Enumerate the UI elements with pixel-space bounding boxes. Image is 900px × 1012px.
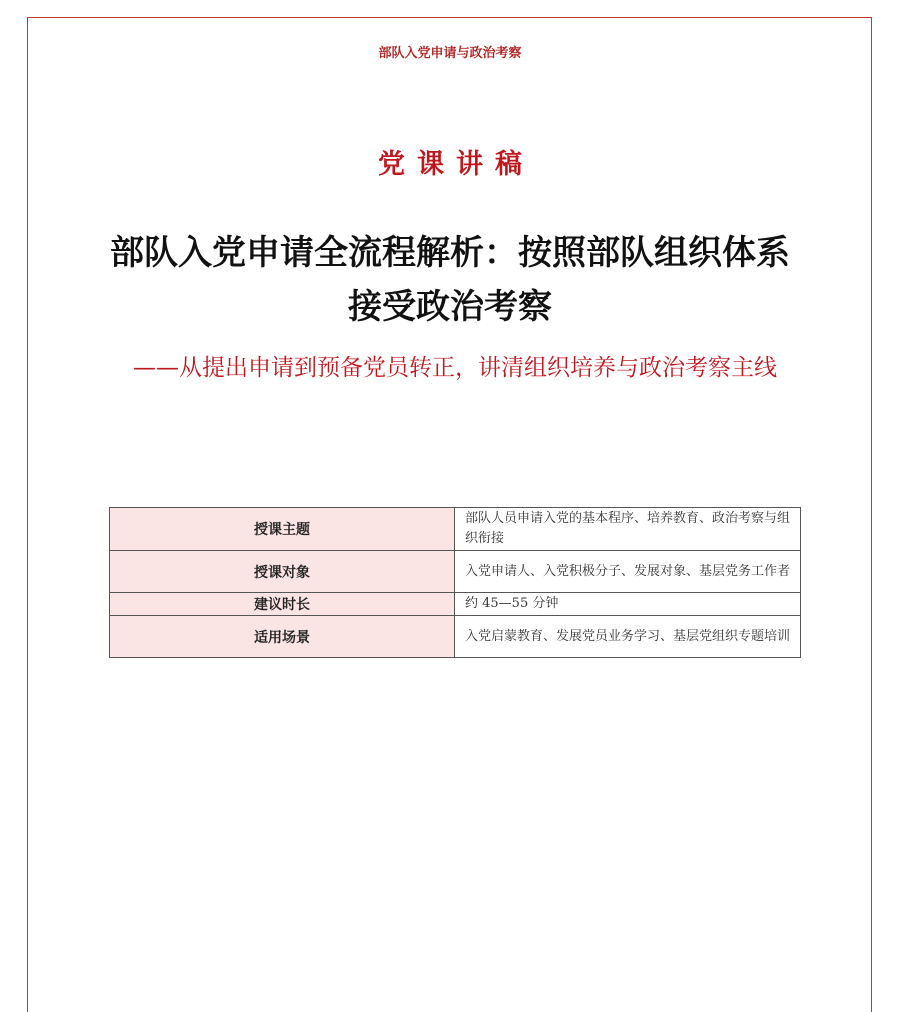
table-row (110, 551, 801, 593)
duration-value: 约 45—55 分钟 (455, 593, 801, 616)
table-row (110, 593, 801, 616)
scenario-value: 入党启蒙教育、发展党员业务学习、基层党组织专题培训 (455, 616, 801, 658)
main-title: 部队入党申请全流程解析：按照部队组织体系接受政治考察 (110, 233, 790, 327)
duration-label: 建议时长 (110, 593, 455, 616)
table-row (110, 508, 801, 551)
audience-label: 授课对象 (110, 551, 455, 593)
topic-label: 授课主题 (110, 508, 455, 551)
audience-value: 入党申请人、入党积极分子、发展对象、基层党务工作者 (455, 551, 801, 593)
lecture-info-table (109, 507, 801, 658)
document-type-heading: 党课讲稿 (378, 149, 534, 180)
running-header: 部队入党申请与政治考察 (378, 46, 522, 61)
topic-value: 部队人员申请入党的基本程序、培养教育、政治考察与组织衔接 (455, 508, 801, 551)
scenario-label: 适用场景 (110, 616, 455, 658)
table-row (110, 616, 801, 658)
subtitle: ——从提出申请到预备党员转正，讲清组织培养与政治考察主线 (133, 355, 777, 381)
